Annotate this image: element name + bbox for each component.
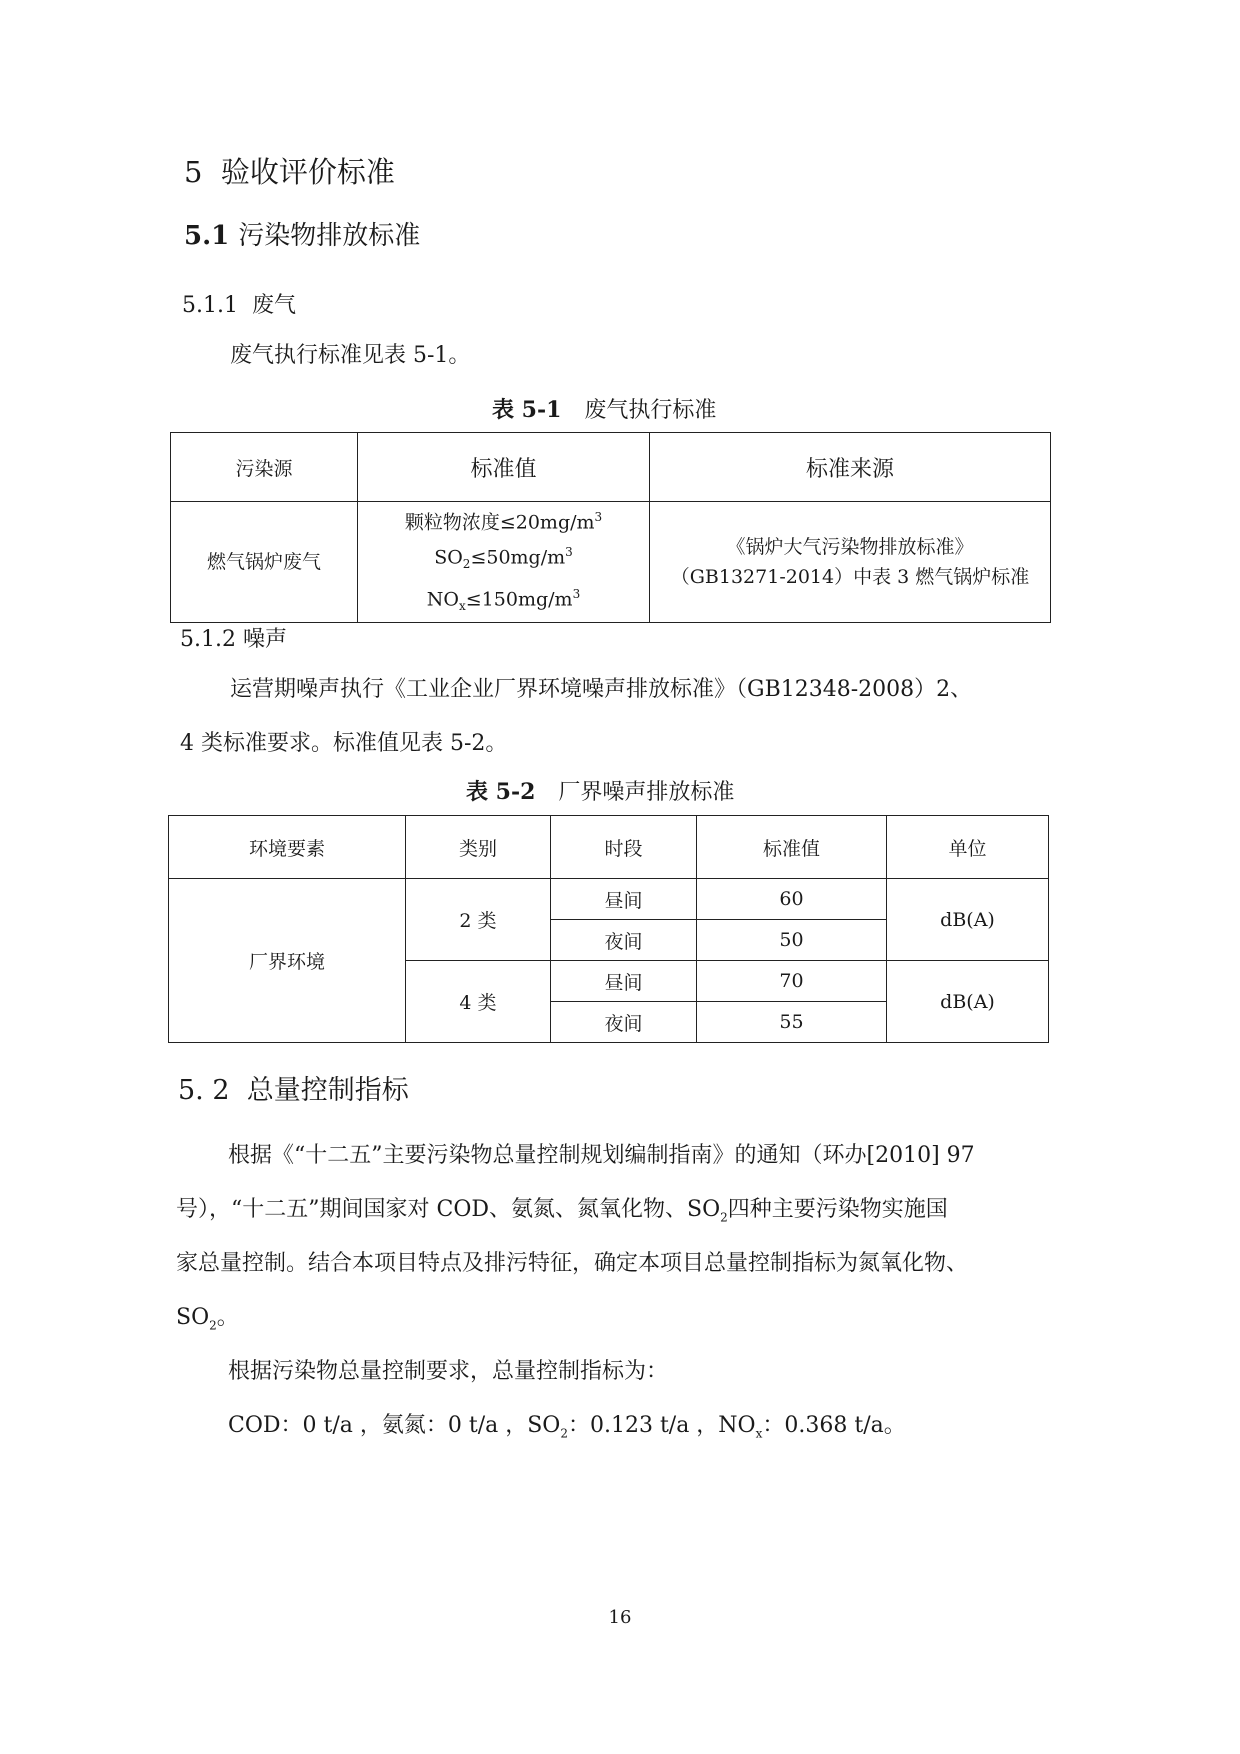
subsection-number: 5.1.2 [180,627,236,652]
subsection-number: 5. 2 [178,1075,230,1106]
paragraph-total-line3: 家总量控制。结合本项目特点及排污特征，确定本项目总量控制指标为氮氧化物、 [176,1251,969,1276]
cell-category: 4 类 [406,961,551,1043]
subsection-heading-5-2 [178,1068,409,1107]
table-header-row [169,816,1049,879]
header-category: 类别 [406,816,551,879]
section-number: 5 [184,155,203,189]
cell-period: 昼间 [551,879,697,920]
cell-values [358,502,650,623]
header-period: 时段 [551,816,697,879]
cell-standard-source [650,502,1051,623]
subsection-number: 5.1 [184,221,230,251]
cell-category: 2 类 [406,879,551,961]
value-so2: $SO_2\le 50mg/m^3$ [434,545,573,572]
paragraph-total-line1: 根据《“十二五”主要污染物总量控制规划编制指南》的通知（环办[2010] 97 [228,1143,975,1168]
subsection-title: 噪声 [242,627,287,652]
table-noise-standard [168,815,1049,1043]
subsection-number: 5.1.1 [182,293,238,318]
cell-environment-element: 厂界环境 [169,879,406,1043]
subsection-title: 总量控制指标 [246,1075,409,1106]
section-heading [184,150,395,191]
cell-period: 夜间 [551,920,697,961]
cell-unit: dB(A) [887,879,1049,961]
cell-value: 60 [697,879,887,920]
subsection-heading-5-1-2 [180,622,287,653]
standard-name: 《锅炉大气污染物排放标准》 [726,535,974,558]
value-particulate: 颗粒物浓度$\le 20mg/m^3$ [404,510,603,534]
table-caption-5-2 [466,775,734,806]
section-title: 验收评价标准 [220,155,395,189]
cell-value: 50 [697,920,887,961]
page-number: 16 [608,1607,632,1628]
cell-value: 55 [697,1002,887,1043]
paragraph-intro-5-1: 废气执行标准见表 5-1。 [230,343,471,368]
caption-label: 表 5-1 [492,397,562,423]
cell-value: 70 [697,961,887,1002]
value-nox: $NO_x\le 150mg/m^3$ [426,587,581,614]
header-environment-element: 环境要素 [169,816,406,879]
cell-source: 燃气锅炉废气 [171,502,358,623]
paragraph-total-line2: 号），“十二五”期间国家对 COD、氨氮、氮氧化物、$SO_2$四种主要污染物实施国 [176,1197,948,1225]
subsection-title: 废气 [251,293,296,318]
subsection-heading-5-1 [184,215,420,252]
caption-title: 废气执行标准 [584,398,717,423]
cell-period: 昼间 [551,961,697,1002]
paragraph-total-requirement: 根据污染物总量控制要求，总量控制指标为： [228,1359,669,1384]
header-standard-value: 标准值 [358,433,650,502]
subsection-heading-5-1-1 [182,288,296,319]
header-standard-source: 标准来源 [650,433,1051,502]
table-row [171,502,1051,623]
paragraph-noise-line2: 4 类标准要求。标准值见表 5-2。 [180,731,508,756]
header-unit: 单位 [887,816,1049,879]
subsection-title: 污染物排放标准 [238,221,421,251]
table-header-row [171,433,1051,502]
table-caption-5-1 [492,393,716,424]
cell-unit: dB(A) [887,961,1049,1043]
paragraph-total-line4: $SO_2$。 [176,1305,239,1333]
table-exhaust-standard [170,432,1051,623]
table-row [169,879,1049,920]
cell-period: 夜间 [551,1002,697,1043]
caption-label: 表 5-2 [466,779,536,805]
header-pollution-source: 污染源 [171,433,358,502]
standard-reference: （GB13271-2014）中表 3 燃气锅炉标准 [670,565,1030,588]
caption-title: 厂界噪声排放标准 [558,780,735,805]
paragraph-total-values: COD：0 t/a ，氨氮：0 t/a ，$SO_2$：0.123 t/a ，$NO_x$：0.368 t/a。 [228,1413,906,1441]
header-standard-value: 标准值 [697,816,887,879]
paragraph-noise-line1: 运营期噪声执行《工业企业厂界环境噪声排放标准》（GB12348-2008）2、 [230,677,973,702]
